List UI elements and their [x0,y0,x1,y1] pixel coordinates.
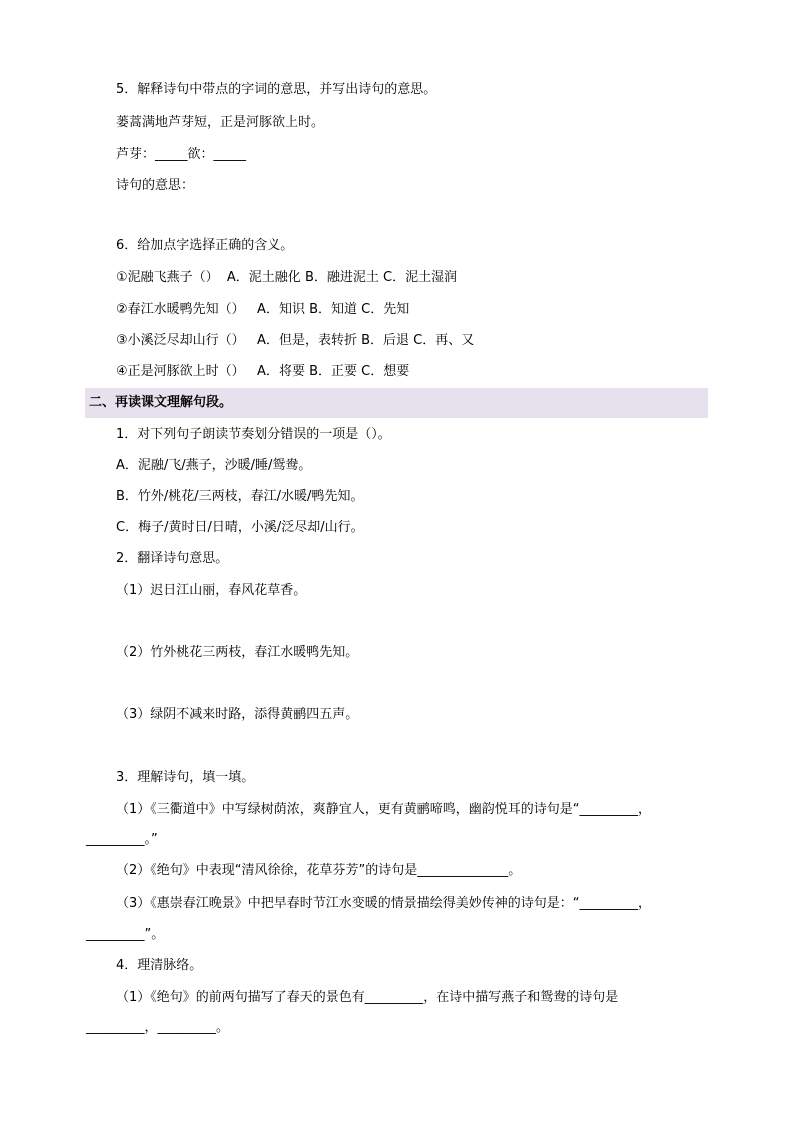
s2q4-prompt: 4．理清脉络。 [116,958,203,973]
s2q4-item1-line1: （1）《绝句》的前两句描写了春天的景色有_________，在诗中描写燕子和鸳鸯的诗句是 [116,990,619,1005]
q6-item-1: ①泥融飞燕子（） A．泥土融化 B．融进泥土 C．泥土湿润 [116,270,458,285]
s2q1-option-c: C．梅子/黄时日/日晴，小溪/泛尽却/山行。 [116,520,364,535]
q6-item-2: ②春江水暖鸭先知（） A．知识 B．知道 C．先知 [116,302,410,317]
s2q2-prompt: 2．翻译诗句意思。 [116,551,229,566]
s2q2-item-1: （1）迟日江山丽，春风花草香。 [116,583,307,598]
s2q3-prompt: 3．理解诗句，填一填。 [116,770,255,785]
s2q4-item1-line2: _________，_________。 [86,1020,230,1035]
s2q3-item3-line2: _________”。 [86,927,165,942]
q6-item-3: ③小溪泛尽却山行（） A．但是，表转折 B．后退 C．再、又 [116,333,475,348]
section-title: 二、再读课文理解句段。 [89,395,233,410]
s2q1-prompt: 1．对下列句子朗读节奏划分错误的一项是（）。 [116,427,391,442]
s2q2-item-2: （2）竹外桃花三两枝，春江水暖鸭先知。 [116,645,359,660]
q5-prompt: 5．解释诗句中带点的字词的意思，并写出诗句的意思。 [116,82,437,97]
s2q3-item3-line1: （3）《惠崇春江晚景》中把早春时节江水变暖的情景描绘得美妙传神的诗句是：“_________， [116,896,652,911]
s2q2-item-3: （3）绿阴不减来时路，添得黄鹂四五声。 [116,707,359,722]
q5-meaning-label: 诗句的意思： [116,178,195,193]
q6-prompt: 6．给加点字选择正确的含义。 [116,238,294,253]
q5-verse: 蒌蒿满地芦芽短，正是河豚欲上时。 [116,115,325,130]
s2q3-item2: （2）《绝句》中表现“清风徐徐，花草芬芳”的诗句是______________。 [116,863,522,878]
q5-blanks: 芦芽：_____欲：_____ [116,147,247,162]
s2q1-option-a: A．泥融/飞/燕子，沙暖/睡/鸳鸯。 [116,458,312,473]
s2q1-option-b: B．竹外/桃花/三两枝，春江/水暖/鸭先知。 [116,489,364,504]
q6-item-4: ④正是河豚欲上时（） A．将要 B．正要 C．想要 [116,364,410,379]
s2q3-item1-line2: _________。” [86,832,158,847]
s2q3-item1-line1: （1）《三衢道中》中写绿树荫浓，爽静宜人，更有黄鹂啼鸣，幽韵悦耳的诗句是“_________， [116,802,652,817]
